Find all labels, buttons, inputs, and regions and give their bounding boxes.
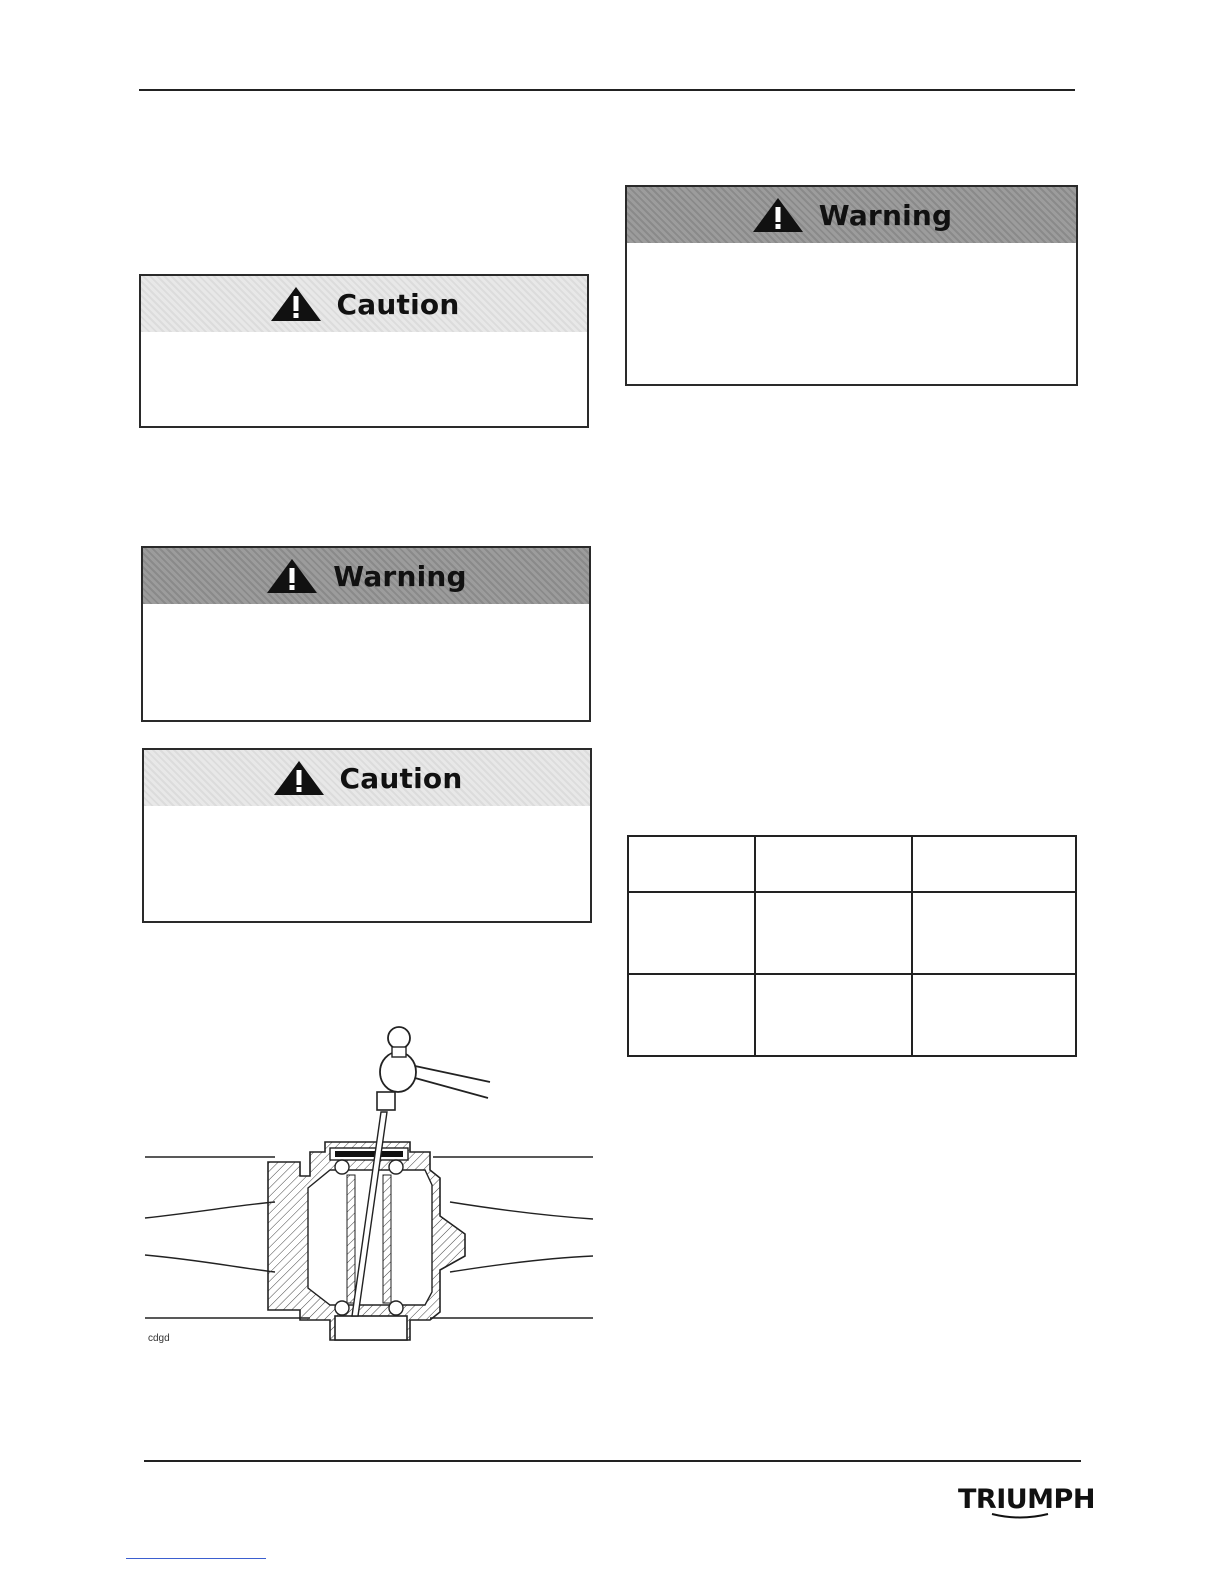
table-row [628,974,1076,1056]
caution-notice-2 [142,748,592,923]
warning-header [627,187,1076,245]
warning-triangle-icon [265,557,319,595]
table-row [628,836,1076,892]
warning-triangle-icon [751,196,805,234]
warning-header [143,548,589,606]
warning-body [143,604,589,720]
warning-triangle-icon [269,285,323,323]
logo-swoosh-icon [990,1512,1050,1520]
warning-label: Warning [333,559,467,593]
footer-rule [144,1460,1081,1462]
wheel-bearing-removal-figure [140,1020,596,1350]
warning-triangle-icon [272,759,326,797]
warning-notice-2 [625,185,1078,386]
caution-body [144,806,590,921]
header-rule [139,89,1075,91]
table-cell [755,974,912,1056]
caution-label: Caution [336,287,460,321]
table-cell [912,892,1076,974]
triumph-logo: TRIUMPH [958,1484,1095,1515]
figure-code: cdgd [148,1333,170,1344]
table-cell [628,836,755,892]
caution-label: Caution [339,761,463,795]
caution-body [141,332,587,426]
table-cell [912,836,1076,892]
caution-header [141,276,587,334]
table-cell [755,836,912,892]
table-row [628,892,1076,974]
link-underline [126,1558,266,1559]
table-cell [628,974,755,1056]
table-cell [628,892,755,974]
table-cell [912,974,1076,1056]
caution-header [144,750,590,808]
caution-notice-1 [139,274,589,428]
table-cell [755,892,912,974]
warning-label: Warning [818,198,953,232]
warning-notice-1 [141,546,591,722]
spec-table [627,835,1077,1057]
warning-body [627,243,1076,384]
